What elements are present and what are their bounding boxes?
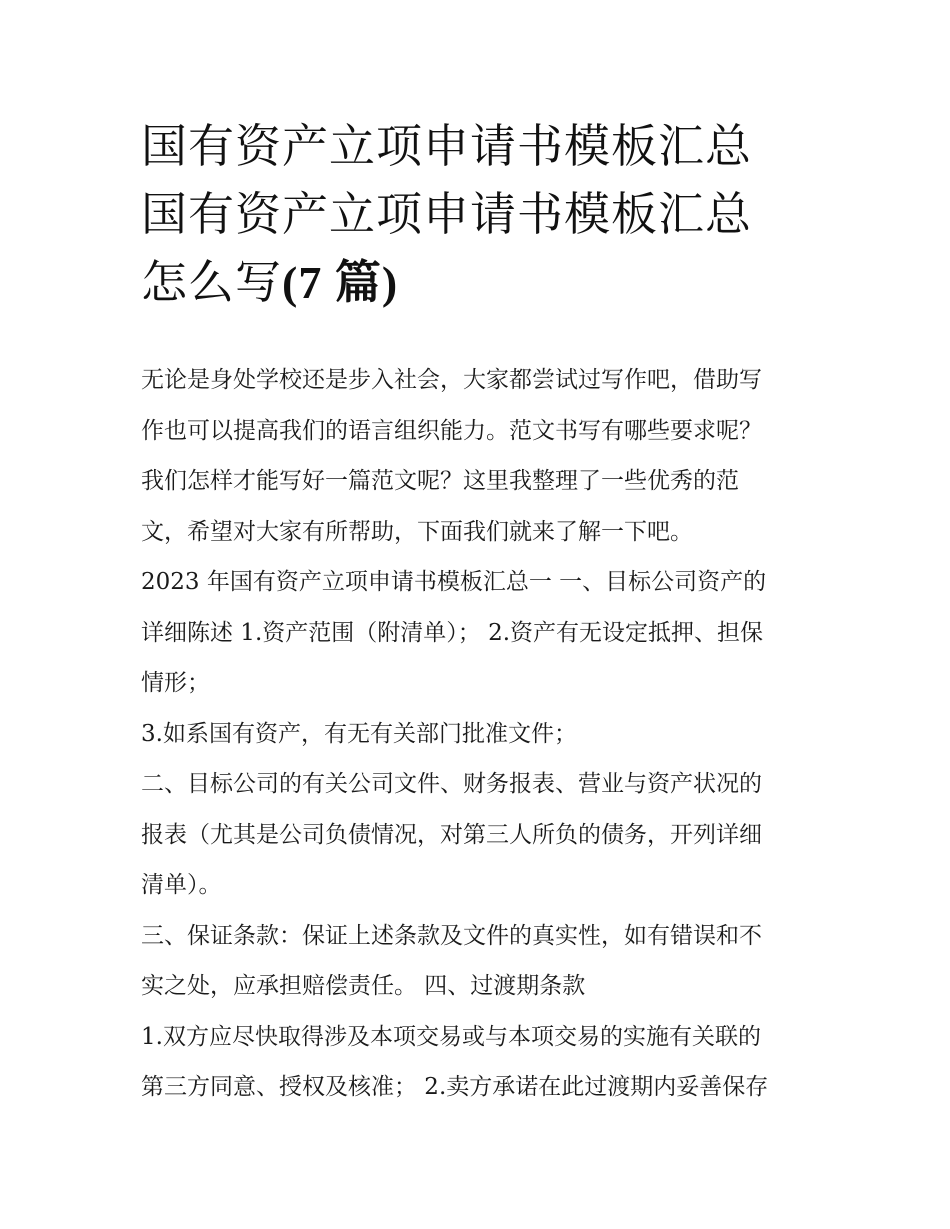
body-line: 实之处，应承担赔偿责任。 四、过渡期条款 (141, 973, 586, 999)
document-title (141, 112, 821, 317)
body-line: 1.双方应尽快取得涉及本项交易或与本项交易的实施有关联的 (141, 1023, 761, 1050)
body-line: 清单）。 (141, 872, 222, 898)
body-line: 2023 年国有资产立项申请书模板汇总一 一、目标公司资产的 (141, 569, 767, 595)
title-line-3 (141, 248, 821, 317)
body-line: 第三方同意、授权及核准； 2.卖方承诺在此过渡期内妥善保存 (141, 1074, 769, 1100)
body-line: 作也可以提高我们的语言组织能力。范文书写有哪些要求呢？ (141, 417, 762, 444)
title-line-2: 国有资产立项申请书模板汇总 (141, 187, 752, 241)
body-line: 情形； (141, 670, 210, 696)
document-body (141, 355, 821, 1113)
body-line: 二、目标公司的有关公司文件、财务报表、营业与资产状况的 (141, 771, 762, 797)
body-line: 三、保证条款：保证上述条款及文件的真实性，如有错误和不 (141, 922, 762, 949)
title-line-1: 国有资产立项申请书模板汇总 (141, 119, 752, 173)
body-line: 文，希望对大家有所帮助，下面我们就来了解一下吧。 (141, 518, 693, 545)
body-line: 无论是身处学校还是步入社会，大家都尝试过写作吧，借助写 (141, 367, 762, 393)
body-line: 报表（尤其是公司负债情况，对第三人所负的债务，开列详细 (141, 821, 762, 848)
title-line-3-suffix: (7 篇) (282, 257, 399, 308)
body-line: 我们怎样才能写好一篇范文呢？这里我整理了一些优秀的范 (141, 468, 739, 494)
body-line: 详细陈述 1.资产范围（附清单）； 2.资产有无设定抵押、担保 (141, 619, 764, 646)
body-line: 3.如系国有资产，有无有关部门批准文件； (141, 720, 577, 747)
title-line-3-prefix: 怎么写 (141, 255, 282, 309)
